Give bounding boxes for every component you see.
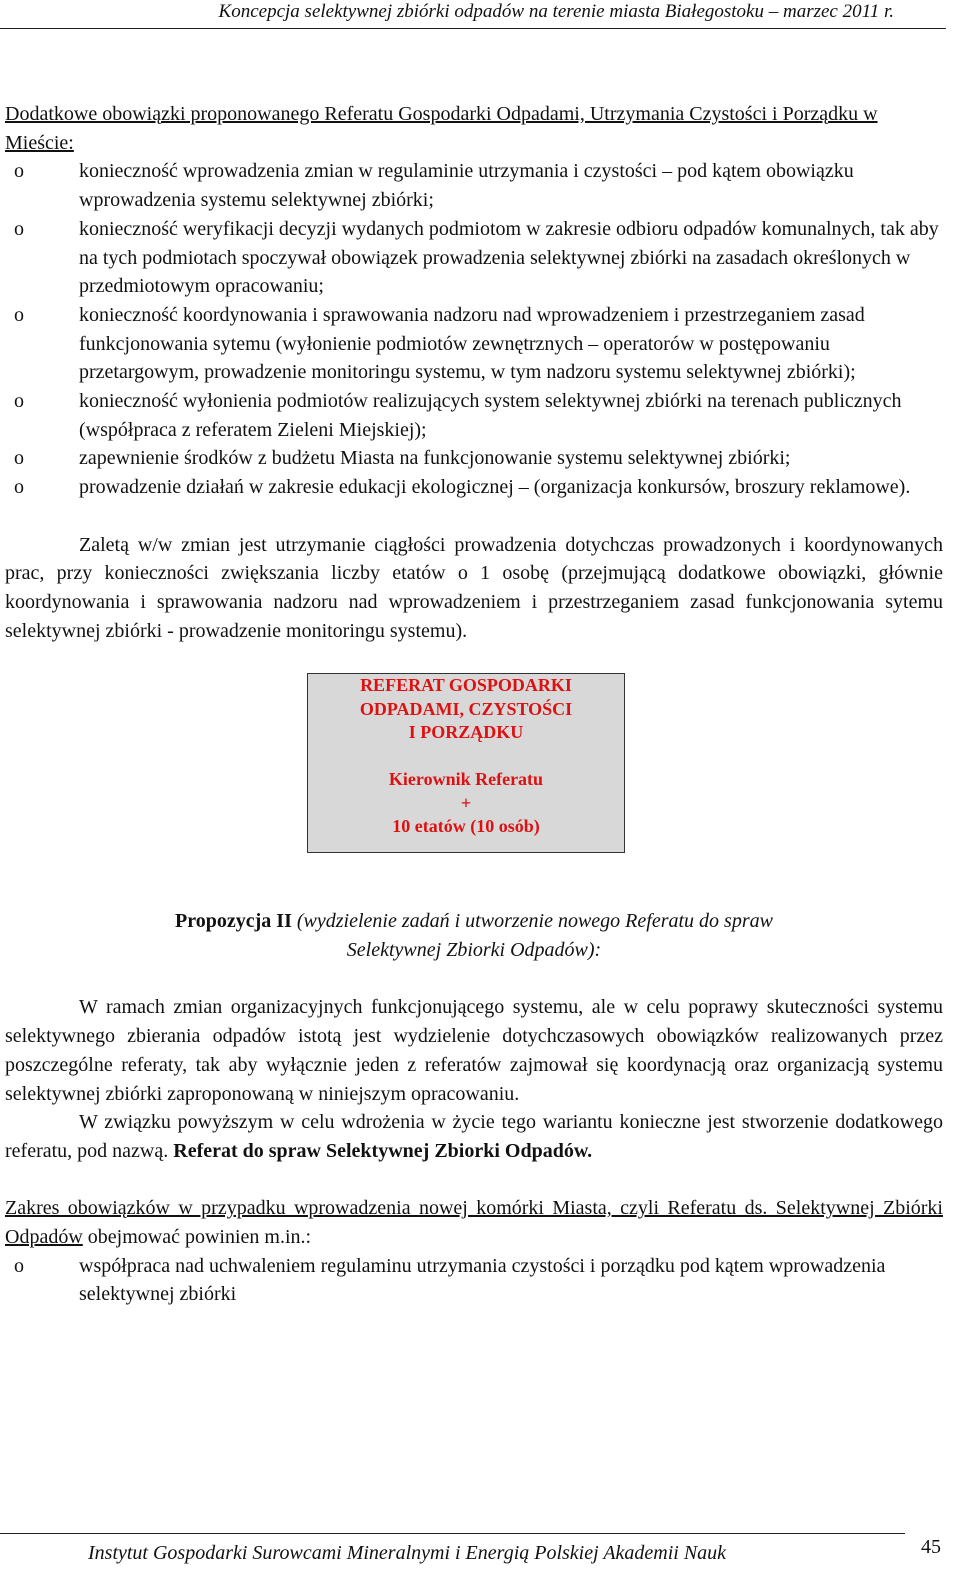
box-line: + [460,792,472,813]
box-line: ODPADAMI, CZYSTOŚCI [359,698,573,719]
box-line: 10 etatów (10 osób) [392,816,540,837]
box-line: I PORZĄDKU [408,722,524,743]
scope-rest: obejmować powinien m.in.: [87,1226,312,1249]
bullet-o: o [14,390,24,413]
bullet-o: o [14,447,24,470]
proposal-title: Propozycja II [175,910,292,933]
box-line: Kierownik Referatu [388,769,544,790]
page-header [0,0,946,29]
advantage-paragraph: Zaletą w/w zmian jest utrzymanie ciągłości prowadzenia dotychczas prowadzonych i koordynowanych prac, przy konieczności zwiększania liczby etatów o 1 osobę (przejmującą dodatkowe obowiązki, głównie koordynowania i sprawowania nadzoru nad wprowadzeniem i przestrzeganiem zasad funkcjonowania sytemu selektywnej zbiórki - prowadzenie monitoringu systemu). [5,533,943,642]
list-item [5,444,943,473]
page-content [5,100,943,1309]
scope-list [5,1252,943,1309]
page-number: 45 [921,1536,941,1558]
footer-institute: Instytut Gospodarki Surowcami Mineralnymi i Energią Polskiej Akademii Nauk [88,1542,727,1564]
footer-divider [0,1533,905,1534]
bullet-o: o [14,303,24,326]
list-item [5,301,943,387]
duties-list [5,157,943,501]
scope-underlined: Zakres obowiązków w przypadku wprowadzenia nowej komórki Miasta, czyli Referatu ds. Selektywnej Zbiórki Odpadów [5,1197,943,1249]
referat-box [307,673,625,853]
duty-text: konieczność wyłonienia podmiotów realizujących system selektywnej zbiórki na terenach publicznych (współpraca z referatem Zieleni Miejskiej); [79,390,902,441]
proposal-subtitle: (wydzielenie zadań i utworzenie nowego Referatu do spraw [296,910,773,933]
duties-heading: Dodatkowe obowiązki proponowanego Referatu Gospodarki Odpadami, Utrzymania Czystości i Porządku w Mieście: [5,103,878,154]
duty-text: konieczność wprowadzenia zmian w regulaminie utrzymania i czystości – pod kątem obowiązku wprowadzenia systemu selektywnej zbiórki; [79,160,854,212]
paragraph-new-referat [5,1108,943,1165]
list-item [5,387,943,444]
bullet-o: o [14,1254,24,1277]
paragraph-text: W związku powyższym w celu wdrożenia w życie tego wariantu konieczne jest stworzenie dodatkowego referatu, pod nazwą. [5,1111,943,1162]
bullet-o: o [14,160,24,183]
list-item [5,473,943,502]
bullet-o: o [14,476,24,499]
duty-text: konieczność koordynowania i sprawowania nadzoru nad wprowadzeniem i przestrzeganiem zasad funkcjonowania sytemu (wyłonienie podmiotów zewnętrznych – operatorów w postępowaniu przetargowym, prowadzenie monitoringu systemu, w tym nadzoru systemu selektywnej zbiórki); [79,303,865,384]
duty-text: prowadzenie działań w zakresie edukacji ekologicznej – (organizacja konkursów, broszury reklamowe). [79,476,911,499]
proposal-subtitle: Selektywnej Zbiorki Odpadów): [346,939,602,962]
scope-heading [5,1194,943,1251]
paragraph-reorganization: W ramach zmian organizacyjnych funkcjonującego systemu, ale w celu poprawy skuteczności systemu selektywnego zbierania odpadów istotą jest wydzielenie dotychczasowych obowiązków realizowanych przez poszczególne referaty, tak aby wyłącznie jeden z referatów zajmował się koordynacją oraz organizacją systemu selektywnej zbiórki zaproponowaną w niniejszym opracowaniu. [5,996,943,1105]
header-title: Koncepcja selektywnej zbiórki odpadów na terenie miasta Białegostoku – marzec 2011 r. [218,1,894,22]
bullet-o: o [14,217,24,240]
duty-text: konieczność weryfikacji decyzji wydanych podmiotom w zakresie odbioru odpadów komunalnych, tak aby na tych podmiotach spoczywał obowiązek prowadzenia selektywnej zbiórki na zasadach określonych w przedmiotowym opracowaniu; [79,217,939,298]
box-line: REFERAT GOSPODARKI [360,675,572,696]
scope-text: współpraca nad uchwaleniem regulaminu utrzymania czystości i porządku pod kątem wprowadzenia selektywnej zbiórki [79,1254,886,1306]
list-item [5,157,943,214]
list-item [5,1252,943,1309]
referat-name: Referat do spraw Selektywnej Zbiorki Odpadów. [173,1139,593,1162]
org-diagram [5,645,943,907]
list-item [5,215,943,301]
proposal-heading [5,907,943,964]
duty-text: zapewnienie środków z budżetu Miasta na funkcjonowanie systemu selektywnej zbiórki; [79,447,791,470]
